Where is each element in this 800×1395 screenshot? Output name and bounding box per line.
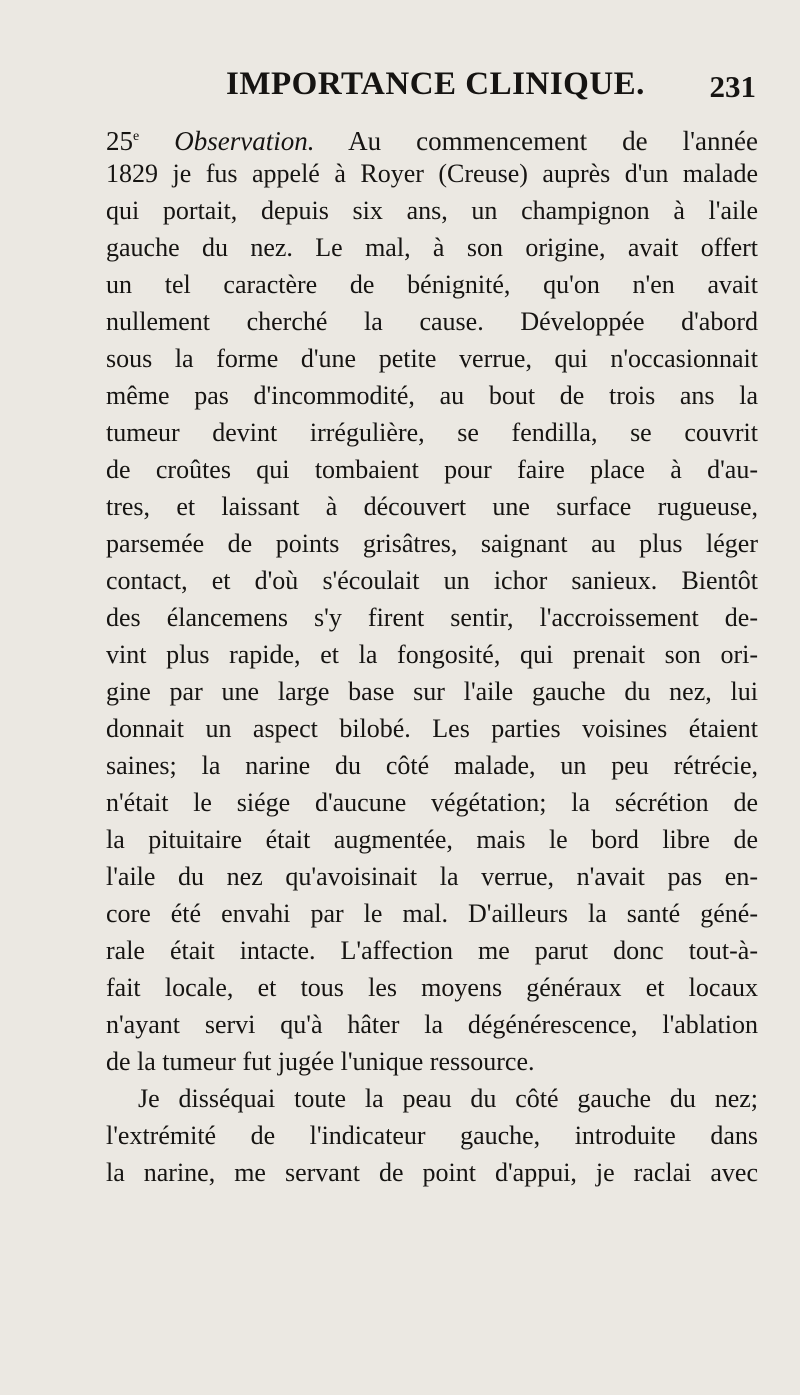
text-line: même pas d'incommodité, au bout de trois ans la <box>106 381 758 410</box>
text-line: qui portait, depuis six ans, un champignon à l'aile <box>106 196 758 225</box>
running-title: IMPORTANCE CLINIQUE. <box>226 66 645 102</box>
text-line: 1829 je fus appelé à Royer (Creuse) auprès d'un malade <box>106 159 758 188</box>
text-line: l'extrémité de l'indicateur gauche, introduite dans <box>106 1121 758 1150</box>
text-line: de la tumeur fut jugée l'unique ressource. <box>106 1047 535 1076</box>
text-line: saines; la narine du côté malade, un peu rétrécie, <box>106 751 758 780</box>
text-line: 25e Observation. Au commencement de l'année <box>106 126 758 156</box>
text-line: n'était le siége d'aucune végétation; la sécrétion de <box>106 788 758 817</box>
text-line: nullement cherché la cause. Développée d'abord <box>106 307 758 336</box>
text-line: l'aile du nez qu'avoisinait la verrue, n'avait pas en- <box>106 862 758 891</box>
text-line: gine par une large base sur l'aile gauche du nez, lui <box>106 677 758 706</box>
text-line: de croûtes qui tombaient pour faire place à d'au- <box>106 455 758 484</box>
text-line: contact, et d'où s'écoulait un ichor sanieux. Bientôt <box>106 566 758 595</box>
observation-number: 25 <box>106 126 133 156</box>
text-line: gauche du nez. Le mal, à son origine, avait offert <box>106 233 758 262</box>
text-line: rale était intacte. L'affection me parut donc tout-à- <box>106 936 758 965</box>
text-line: parsemée de points grisâtres, saignant au plus léger <box>106 529 758 558</box>
text-line: vint plus rapide, et la fongosité, qui prenait son ori- <box>106 640 758 669</box>
text-line: la narine, me servant de point d'appui, je raclai avec <box>106 1158 758 1187</box>
text-line: fait locale, et tous les moyens généraux et locaux <box>106 973 758 1002</box>
text-line: tres, et laissant à découvert une surface rugueuse, <box>106 492 758 521</box>
text-line: Je disséquai toute la peau du côté gauche du nez; <box>138 1084 758 1113</box>
text-line: la pituitaire était augmentée, mais le bord libre de <box>106 825 758 854</box>
page-number: 231 <box>709 69 756 104</box>
page-header <box>106 66 756 116</box>
text-line: un tel caractère de bénignité, qu'on n'en avait <box>106 270 758 299</box>
text-line: donnait un aspect bilobé. Les parties voisines étaient <box>106 714 758 743</box>
text-line: sous la forme d'une petite verrue, qui n'occasionnait <box>106 344 758 373</box>
observation-title: Observation. <box>174 126 315 156</box>
text-line: n'ayant servi qu'à hâter la dégénérescence, l'ablation <box>106 1010 758 1039</box>
text-line: core été envahi par le mal. D'ailleurs la santé géné- <box>106 899 758 928</box>
body-text <box>106 118 758 1191</box>
text-line: tumeur devint irrégulière, se fendilla, se couvrit <box>106 418 758 447</box>
text-line-continuation: Au commencement de l'année <box>314 126 758 156</box>
text-line: des élancemens s'y firent sentir, l'accroissement de- <box>106 603 758 632</box>
